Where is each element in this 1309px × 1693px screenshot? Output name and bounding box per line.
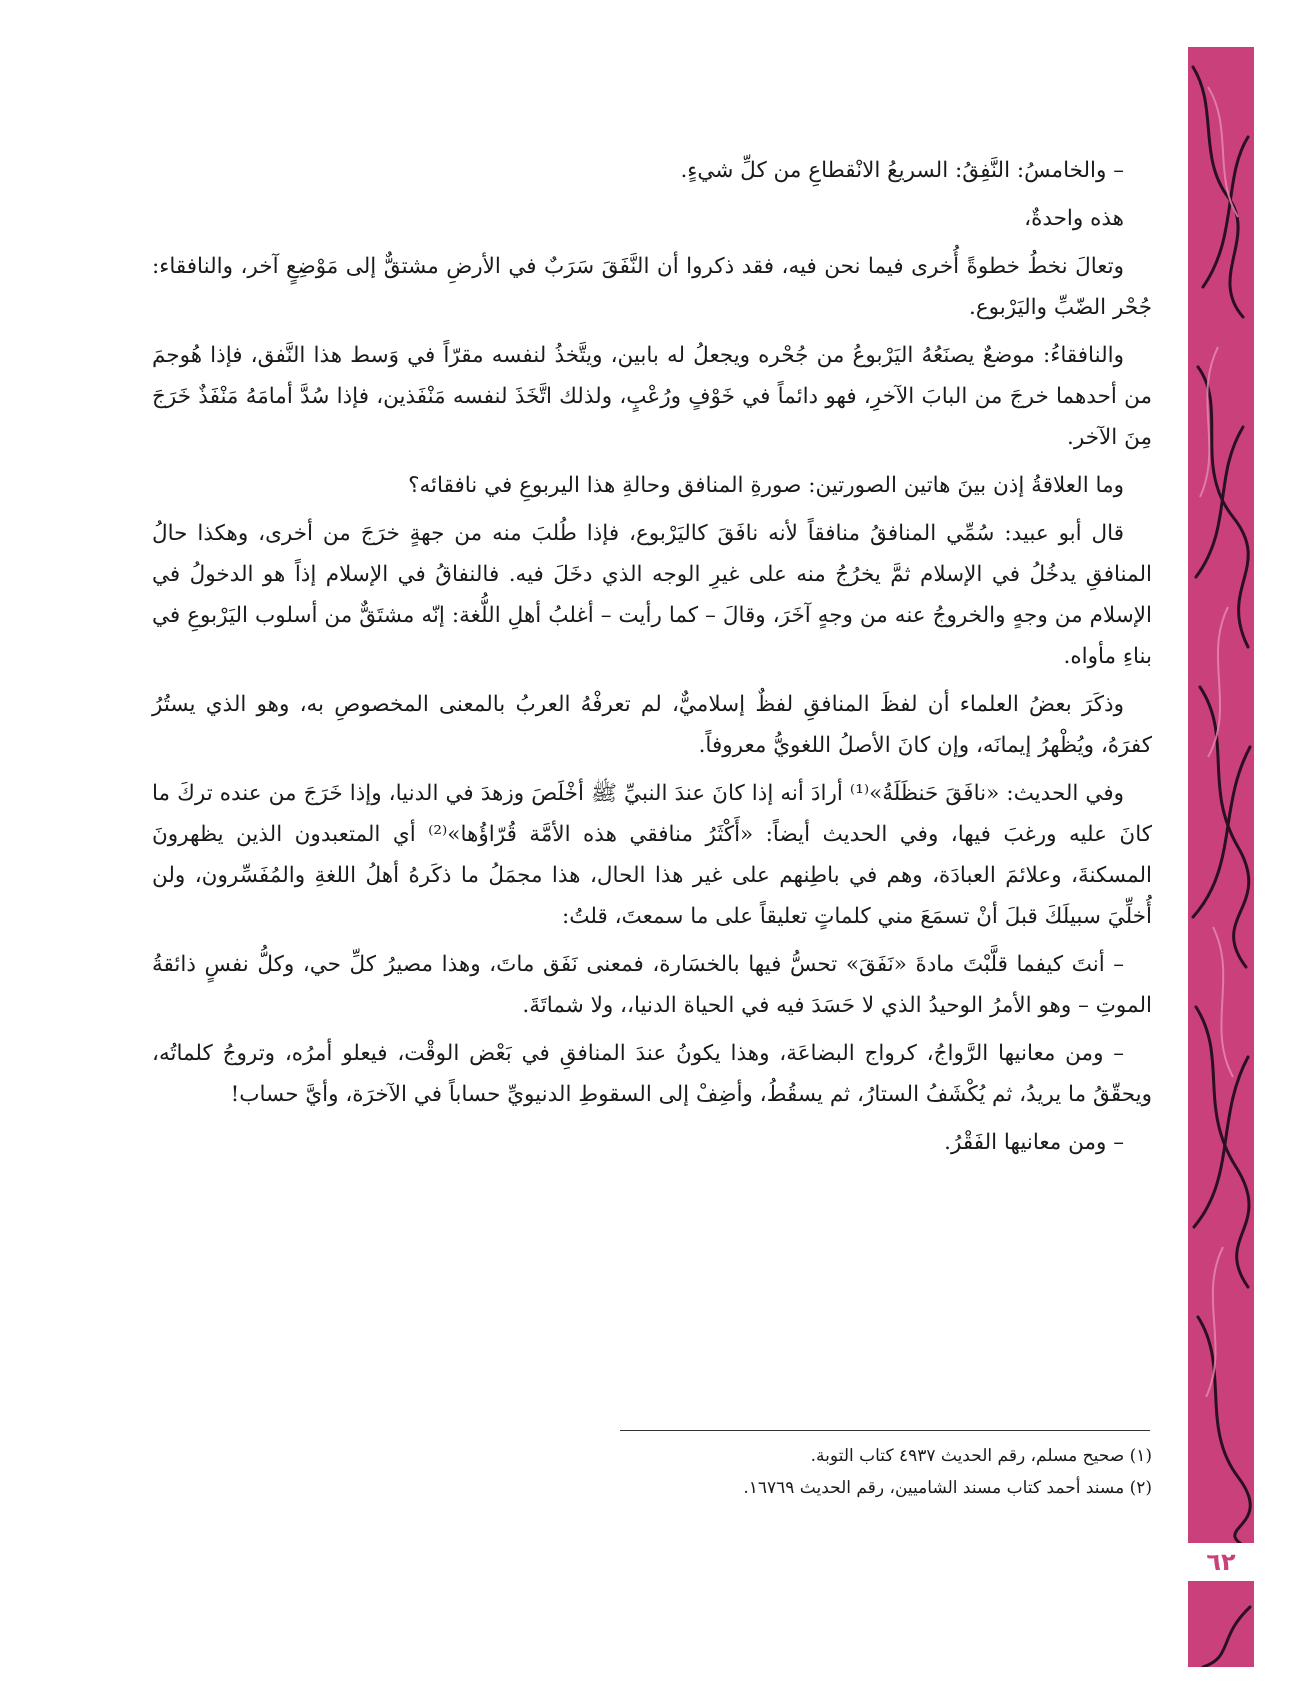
footnote-2: (٢) مسند أحمد كتاب مسند الشاميين، رقم الحديث ١٦٧٦٩.: [743, 1478, 1152, 1498]
paragraph-1: – والخامسُ: النَّفِقُ: السريعُ الانْقطاعِ من كلِّ شيءٍ.: [680, 158, 1124, 183]
paragraph-4: والنافقاءُ: موضعٌ يصنَعُهُ اليَرْبوعُ من جُحْره ويجعلُ له بابين، ويتَّخذُ لنفسه مقرّاً في وَسط هذا النَّفق، فإذا هُوجمَ من أحدهما خرجَ من البابَ الآخرِ، فهو دائماً في خَوْفٍ ورُعْبٍ، ولذلك اتَّخَذَ لنفسه مَنْفَذين، فإذا سُدَّ أمامَهُ مَنْفَذٌ خَرَجَ مِنَ الآخر.: [152, 343, 1152, 450]
footnotes: [600, 1440, 1152, 1504]
page-number: ٦٢: [1188, 1543, 1254, 1581]
paragraph-11: – ومن معانيها الفَقْرُ.: [944, 1130, 1124, 1155]
paragraph-7: وذكَرَ بعضُ العلماء أن لفظَ المنافقِ لفظٌ إسلاميٌّ، لم تعرفْهُ العربُ بالمعنى المخصوصِ به، وهو الذي يستُرُ كفرَهُ، ويُظْهرُ إيمانَه، وإن كانَ الأصلُ اللغويُّ معروفاً.: [152, 692, 1152, 758]
paragraph-9: – أنتَ كيفما قلَّبْتَ مادةَ «نَفَقَ» تحسُّ فيها بالخسَارة، فمعنى نَفَق ماتَ، وهذا مصيرُ كلِّ حي، وكلُّ نفسٍ ذائقةُ الموتِ – وهو الأمرُ الوحيدُ الذي لا حَسَدَ فيه في الحياة الدنيا،، ولا شماتَةَ.: [152, 952, 1152, 1018]
footnote-divider: [620, 1430, 1150, 1431]
footnote-1: (١) صحيح مسلم، رقم الحديث ٤٩٣٧ كتاب التوبة.: [810, 1446, 1152, 1466]
paragraph-5: وما العلاقةُ إذن بينَ هاتين الصورتين: صورةِ المنافق وحالةِ هذا اليربوعِ في نافقائه؟: [408, 473, 1124, 498]
paragraph-10: – ومن معانيها الرَّواجُ، كرواج البضاعَة، وهذا يكونُ عندَ المنافقِ في بَعْض الوقْت، فيعلو أمرُه، وتروجُ كلماتُه، ويحقّقُ ما يريدُ، ثم يُكْشَفُ الستارُ، ثم يسقُطُ، وأضِفْ إلى السقوطِ الدنيويِّ حساباً في الآخرَة، وأيَّ حساب!: [152, 1041, 1152, 1107]
decorative-pattern: [1188, 47, 1254, 1667]
paragraph-3: وتعالَ نخطُ خطوةً أُخرى فيما نحن فيه، فقد ذكروا أن النَّفَقَ سَرَبٌ في الأرضِ مشتقٌّ إلى مَوْضِعٍ آخر، والنافقاء: جُحْر الضّبِّ واليَرْبوع.: [152, 254, 1152, 320]
main-text: [152, 150, 1152, 1170]
paragraph-8: وفي الحديث: «نافَقَ حَنظَلَةُ»⁽¹⁾ أرادَ أنه إذا كانَ عندَ النبيِّ ﷺ أخْلَصَ وزهدَ في الدنيا، وإذا خَرَجَ من عنده تركَ ما كانَ عليه ورغبَ فيها، وفي الحديث أيضاً: «أَكْثَرُ منافقي هذه الأمَّة قُرّاؤُها»⁽²⁾ أي المتعبدون الذين يظهرونَ المسكنةَ، وعلائمَ العبادَة، وهم في باطِنهم على غير هذا الحال، هذا مجمَلُ ما ذكَرهُ أهلُ اللغةِ والمُفَسِّرون، ولن أُخلِّيَ سبيلَكَ قبلَ أنْ تسمَعَ مني كلماتٍ تعليقاً على ما سمعتَ، قلتُ:: [152, 781, 1152, 929]
paragraph-2: هذه واحدةٌ،: [1024, 206, 1124, 231]
decorative-side-band: [1188, 47, 1254, 1667]
paragraph-6: قال أبو عبيد: سُمِّي المنافقُ منافقاً لأنه نافَقَ كاليَرْبوع، فإذا طُلبَ منه من جهةٍ خرَجَ من أخرى، وهكذا حالُ المنافقِ يدخُلُ في الإسلام ثمَّ يخرُجُ منه على غيرِ الوجه الذي دخَلَ فيه. فالنفاقُ في الإسلام إذاً هو الدخولُ في الإسلام من وجهٍ والخروجُ عنه من وجهٍ آخَرَ، وقالَ – كما رأيت – أغلبُ أهلِ اللُّغة: إنّه مشتَقٌّ من أسلوب اليَرْبوعِ في بناءِ مأواه.: [152, 521, 1152, 669]
